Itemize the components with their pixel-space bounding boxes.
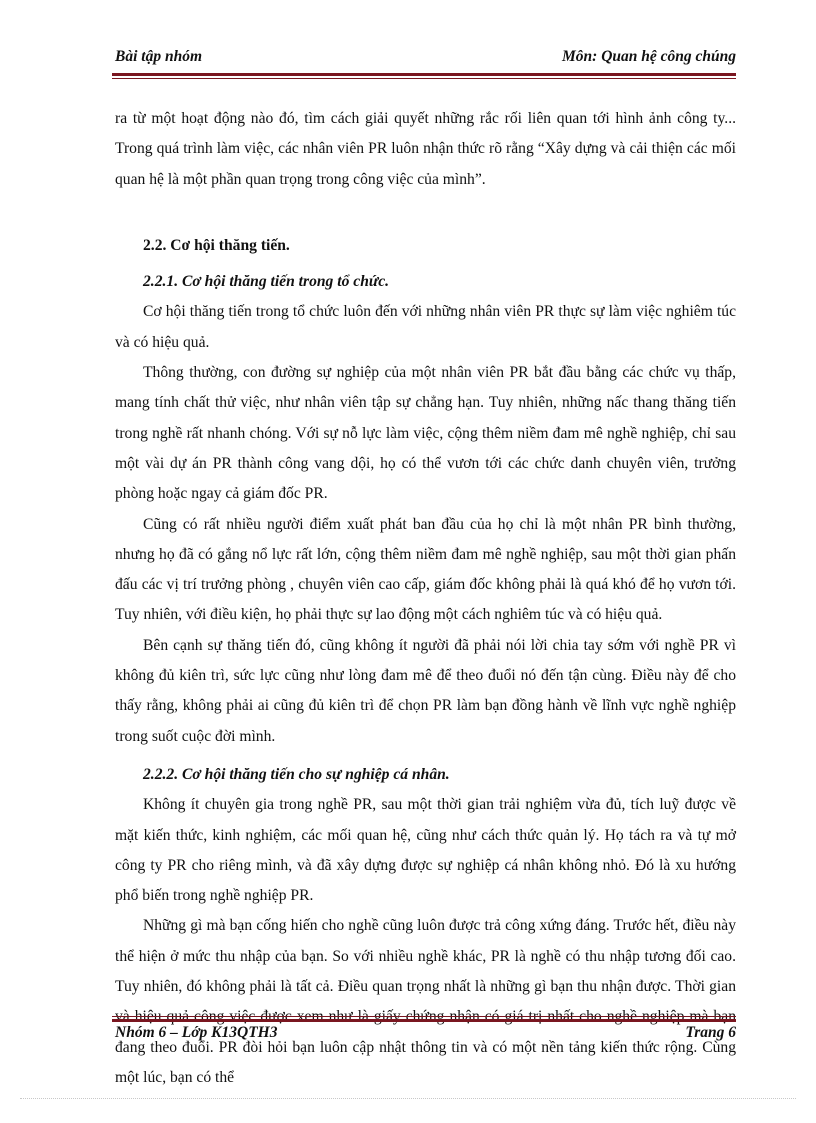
intro-paragraph: ra từ một hoạt động nào đó, tìm cách giải quyết những rắc rối liên quan tới hình ảnh công ty... Trong quá trình làm việc, các nhân viên PR luôn nhận thức rõ rằng “Xây dựng và cải thiện các mối quan hệ là một phần quan trọng trong công việc của mình”.	[115, 110, 736, 188]
header-subject: Môn: Quan hệ công chúng	[562, 48, 736, 65]
paragraph-2: Thông thường, con đường sự nghiệp của một nhân viên PR bắt đầu bằng các chức vụ thấp, mang tính chất thử việc, như nhân viên tập sự chẳng hạn. Tuy nhiên, những nấc thang thăng tiến trong nghề rất nhanh chóng. Với sự nỗ lực làm việc, cộng thêm niềm đam mê nghề nghiệp, chỉ sau một vài dự án PR thành công vang dội, họ có thể vươn tới các chức danh chuyên viên, trưởng phòng hoặc ngay cả giám đốc PR.	[115, 364, 736, 503]
subsection-heading-2-2-1: 2.2.1. Cơ hội thăng tiến trong tổ chức.	[143, 273, 390, 291]
section-heading-2-2: 2.2. Cơ hội thăng tiến.	[143, 236, 290, 254]
footer-rule-thick	[112, 1019, 736, 1022]
paragraph-6: Những gì mà bạn cống hiến cho nghề cũng luôn được trả công xứng đáng. Trước hết, điều này thể hiện ở mức thu nhập của bạn. So với nhiều nghề khác, PR là nghề có thu nhập tương đối cao. Tuy nhiên, đó không phải là tất cả. Điều quan trọng nhất là những gì bạn thu nhận được. Thời gian và hiệu quả công việc được xem như là giấy chứng nhận có giá trị nhất cho nghề nghiệp mà bạn đang theo đuổi. PR đòi hỏi bạn luôn cập nhật thông tin và có một nền tảng kiến thức rộng. Cùng một lúc, bạn có thể	[115, 917, 736, 1086]
paragraph-1: Cơ hội thăng tiến trong tổ chức luôn đến với những nhân viên PR thực sự làm việc nghiêm túc và có hiệu quả.	[115, 303, 736, 351]
header-rule-thick	[112, 73, 736, 76]
paragraph-3: Cũng có rất nhiều người điểm xuất phát ban đầu của họ chỉ là một nhân PR bình thường, nhưng họ đã có gắng nổ lực rất lớn, cộng thêm niềm đam mê nghề nghiệp, sau một thời gian phấn đấu các vị trí trưởng phòng , chuyên viên cao cấp, giám đốc không phải là quá khó để họ vươn tới. Tuy nhiên, với điều kiện, họ phải thực sự lao động một cách nghiêm túc và có hiệu quả.	[115, 515, 736, 624]
footer-group-class: Nhóm 6 – Lớp K13QTH3	[115, 1024, 278, 1041]
header-course-group: Bài tập nhóm	[115, 48, 202, 65]
page-edge-dotted-line	[20, 1098, 796, 1099]
page-body	[115, 104, 736, 1093]
header-rule-thin	[112, 78, 736, 79]
page-footer	[115, 1024, 736, 1048]
paragraph-4: Bên cạnh sự thăng tiến đó, cũng không ít người đã phải nói lời chia tay sớm với nghề PR vì không đủ kiên trì, sức lực cũng như lòng đam mê để theo đuổi nó đến tận cùng. Điều này để cho thấy rằng, không phải ai cũng đủ kiên trì để chọn PR làm bạn đồng hành về lĩnh vực nghề nghiệp trong suốt cuộc đời mình.	[115, 636, 736, 745]
paragraph-5: Không ít chuyên gia trong nghề PR, sau một thời gian trải nghiệm vừa đủ, tích luỹ được về mặt kiến thức, kinh nghiệm, các mối quan hệ, cũng như cách thức quản lý. Họ tách ra và tự mở công ty PR cho riêng mình, và đã xây dựng được sự nghiệp cá nhân không nhỏ. Đó là xu hướng phổ biến trong nghề nghiệp PR.	[115, 796, 736, 905]
subsection-heading-2-2-2: 2.2.2. Cơ hội thăng tiến cho sự nghiệp cá nhân.	[143, 765, 450, 783]
footer-rule-thin	[112, 1016, 736, 1017]
page-header	[115, 48, 736, 72]
footer-page-number: Trang 6	[685, 1024, 736, 1041]
